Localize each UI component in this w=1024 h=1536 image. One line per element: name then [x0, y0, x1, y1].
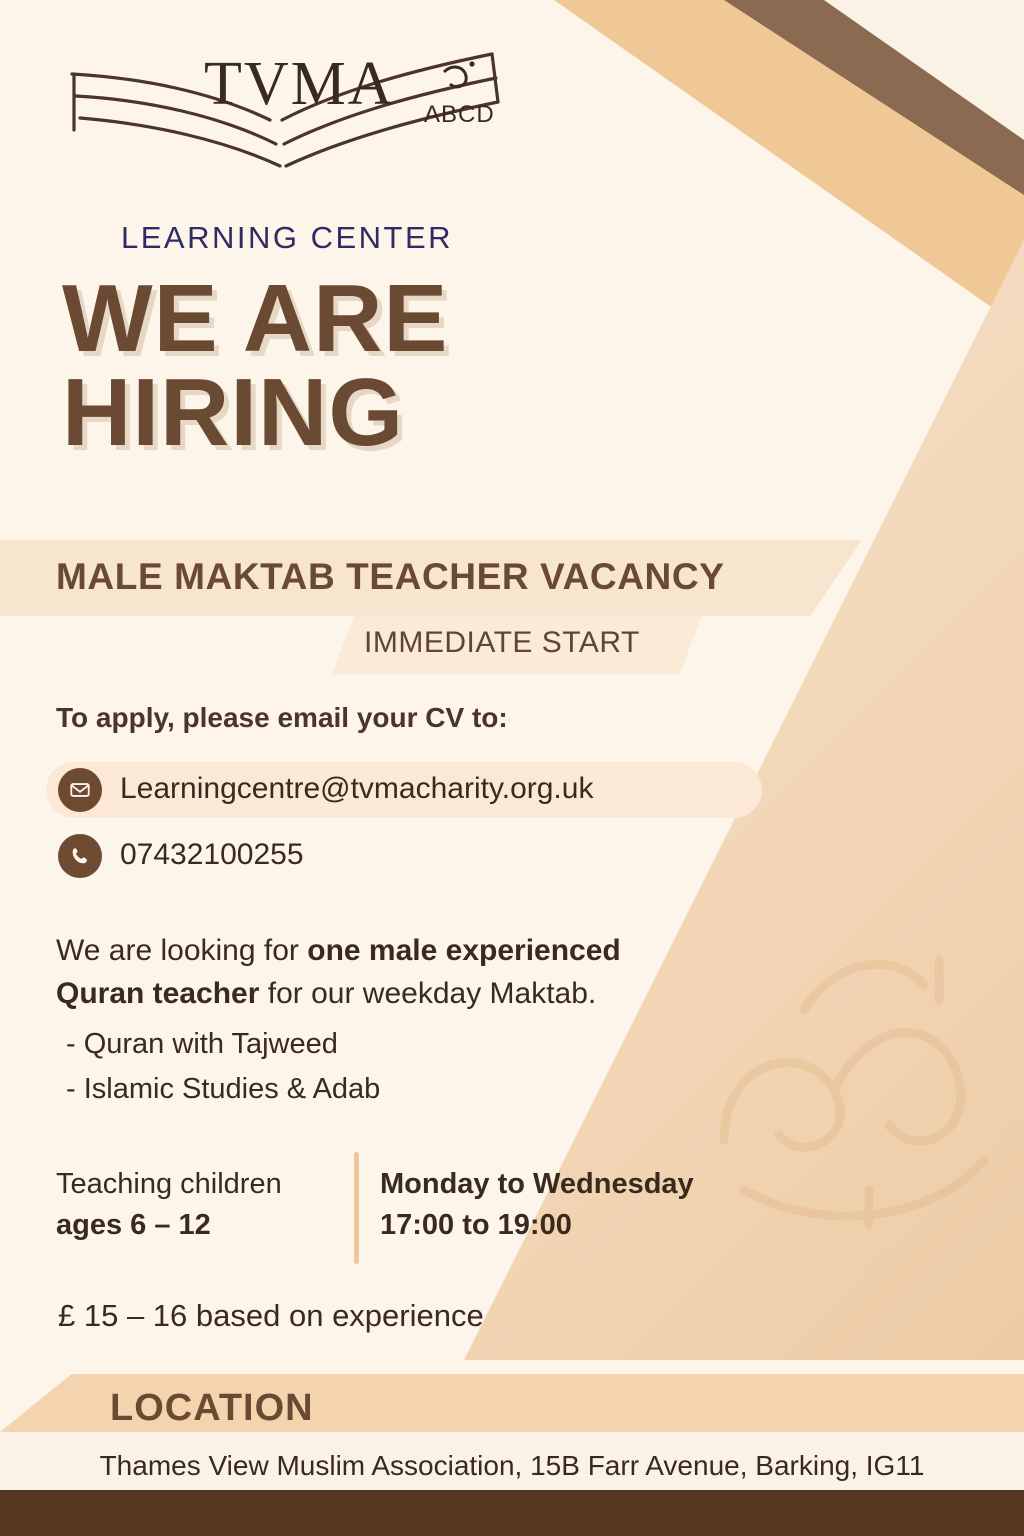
job-description — [56, 930, 716, 1015]
schedule-info — [380, 1164, 694, 1246]
description-prefix: We are looking for — [56, 934, 308, 967]
list-item: - Islamic Studies & Adab — [66, 1072, 381, 1105]
schedule-hours: 17:00 to 19:00 — [380, 1209, 572, 1242]
bottom-bar — [0, 1490, 1024, 1536]
svg-text:TVMA: TVMA — [204, 50, 395, 118]
phone-icon — [58, 834, 102, 878]
location-address: Thames View Muslim Association, 15B Farr Avenue, Barking, IG11 — [99, 1450, 925, 1481]
phone-number[interactable]: 07432100255 — [120, 838, 304, 871]
envelope-icon — [58, 768, 102, 812]
logo — [52, 34, 522, 256]
vacancy-subtitle: MALE MAKTAB TEACHER VACANCY — [56, 556, 725, 597]
pay-rate: £ 15 – 16 based on experience — [58, 1298, 484, 1333]
vertical-divider — [354, 1152, 359, 1264]
description-bold: one male experienced Quran teacher — [56, 934, 621, 1010]
schedule-days: Monday to Wednesday — [380, 1168, 694, 1200]
list-item: - Quran with Tajweed — [66, 1028, 338, 1060]
apply-instruction: To apply, please email your CV to: — [56, 702, 508, 733]
students-info — [56, 1164, 282, 1246]
students-line-2: ages 6 – 12 — [56, 1209, 211, 1242]
job-duties-list — [66, 1022, 380, 1112]
description-suffix: for our weekday Maktab. — [259, 976, 597, 1010]
immediate-start-label: IMMEDIATE START — [364, 626, 640, 659]
headline-line-2: HIRING — [62, 359, 404, 467]
logo-subtitle: LEARNING CENTER — [120, 220, 454, 255]
page-title — [62, 265, 449, 467]
arabic-calligraphy-decoration — [684, 890, 1014, 1290]
email-address[interactable]: Learningcentre@tvmacharity.org.uk — [120, 772, 594, 805]
svg-text:ABCD: ABCD — [424, 101, 495, 128]
location-title: LOCATION — [110, 1387, 314, 1429]
students-line-1: Teaching children — [56, 1168, 282, 1200]
headline-line-1: WE ARE — [62, 265, 449, 372]
